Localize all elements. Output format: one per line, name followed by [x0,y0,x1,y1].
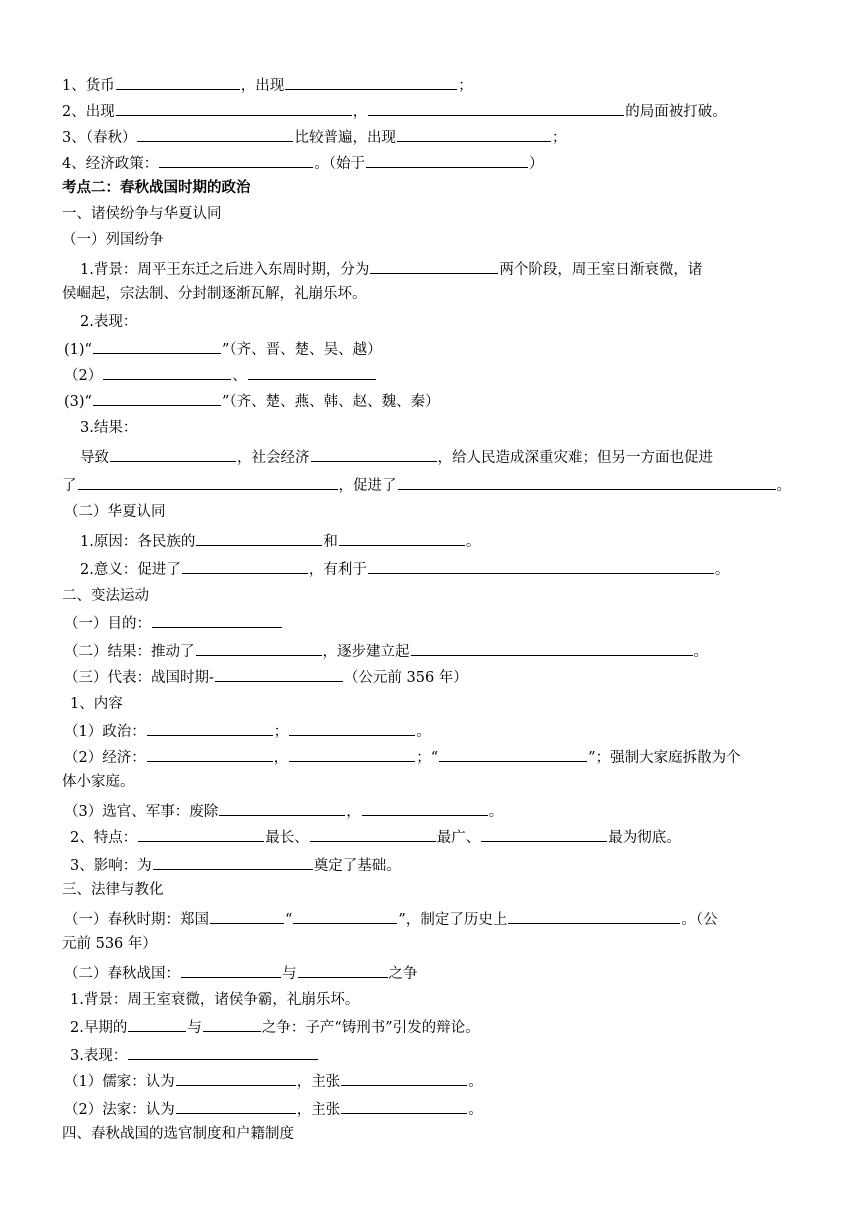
fill-blank[interactable] [128,1044,318,1060]
text: 2.早期的 [70,1020,128,1036]
fill-blank[interactable] [152,612,282,628]
text: ，有利于 [308,562,367,578]
fill-blank[interactable] [196,530,322,546]
fill-blank[interactable] [481,826,607,842]
text: ，给人民造成深重灾难；但另一方面也促进 [437,450,713,466]
text: 之争：子产“铸刑书”引发的辩论。 [261,1020,480,1036]
line-item [64,1098,820,1118]
fill-blank[interactable] [411,640,693,656]
text: 之争 [388,966,418,982]
fill-blank[interactable] [398,474,776,490]
fill-blank[interactable] [219,800,345,816]
text: 。 [714,562,730,578]
text: （三）代表：战国时期- [64,670,214,686]
text: 与 [187,1020,202,1036]
fill-blank[interactable] [103,364,231,380]
text: （2）法家：认为 [64,1102,175,1118]
fill-blank[interactable] [210,908,284,924]
text: 3.表现： [70,1048,128,1064]
text: 1、货币 [62,78,115,94]
text: 元前 536 年） [62,936,157,952]
text: 2、出现 [62,104,115,120]
fill-blank[interactable] [368,558,714,574]
fill-blank[interactable] [289,746,415,762]
subheading: （二）华夏认同 [64,504,166,520]
fill-blank[interactable] [370,258,498,274]
text: （一）春秋时期：郑国 [64,912,209,928]
heading: 二、变法运动 [62,588,149,604]
text: （2）经济： [64,750,146,766]
line-item [64,800,820,820]
line-item [64,666,820,686]
text: 最为彻底。 [608,830,681,846]
text: ”；强制大家庭拆散为个 [588,750,741,766]
line-background [80,258,820,278]
text: 。 [465,534,481,550]
text: 1、内容 [70,696,123,712]
text: 比较普遍，出现 [294,130,396,146]
line-item [64,720,820,740]
fill-blank[interactable] [508,908,680,924]
text: (3)“ [64,394,92,410]
fill-blank[interactable] [368,100,624,116]
line-result-cont [62,474,820,494]
line-item [64,908,820,928]
fill-blank[interactable] [397,126,551,142]
line-background-cont: 侯崛起，宗法制、分封制逐渐瓦解，礼崩乐坏。 [62,286,367,302]
text: 了 [62,478,77,494]
text: （1）儒家：认为 [64,1074,175,1090]
fill-blank[interactable] [147,720,273,736]
text: ， [273,750,289,766]
line-item [70,854,820,874]
text: ”（齐、楚、燕、韩、赵、魏、秦） [221,394,440,410]
line-4 [62,152,820,172]
text: 。 [776,478,791,494]
heading: 四、春秋战国的选官制度和户籍制度 [62,1126,294,1142]
fill-blank[interactable] [159,152,313,168]
text: 奠定了基础。 [313,858,401,874]
fill-blank[interactable] [439,746,587,762]
text: ，逐步建立起 [322,644,410,660]
text: ”（齐、晋、楚、吴、越） [221,342,382,358]
line-item [70,1016,820,1036]
text: 4、经济政策： [62,156,159,172]
fill-blank[interactable] [128,1016,186,1032]
fill-blank[interactable] [341,1070,467,1086]
text: （公元前 356 年） [343,670,468,686]
line-item [70,826,820,846]
text: 2.表现： [80,314,138,330]
text: 最长、 [265,830,309,846]
text: ） [528,156,544,172]
text: (1)“ [64,342,92,358]
text: 。（公 [681,912,718,928]
line-2 [62,100,820,120]
text: 3.结果： [80,420,138,436]
text: 两个阶段，周王室日渐衰微，诸 [499,262,703,278]
line-item [64,390,820,410]
text: 1.原因：各民族的 [80,534,196,550]
line-item [70,1044,820,1064]
text: 。 [468,1102,483,1118]
text: 。 [693,644,708,660]
fill-blank[interactable] [153,854,313,870]
text: （2） [64,368,103,384]
line-item [64,612,820,632]
text: 3、（春秋） [62,130,137,146]
fill-blank[interactable] [311,446,437,462]
fill-blank[interactable] [181,962,281,978]
line-1 [62,74,820,94]
text: ”，制定了历史上 [398,912,508,928]
fill-blank[interactable] [116,100,352,116]
text: 1.背景：周平王东迁之后进入东周时期，分为 [80,262,370,278]
text: 。 [488,804,504,820]
fill-blank[interactable] [138,826,264,842]
text: 。 [468,1074,483,1090]
heading: 一、诸侯纷争与华夏认同 [62,206,222,222]
text: ， [346,804,361,820]
text: （二）结果：推动了 [64,644,195,660]
line-3 [62,126,820,146]
text: 与 [282,966,297,982]
fill-blank[interactable] [137,126,293,142]
text: 3、影响：为 [70,858,152,874]
line-item [64,1070,820,1090]
section-heading: 考点二：春秋战国时期的政治 [62,179,251,196]
fill-blank[interactable] [289,720,415,736]
text: ； [273,724,289,740]
text: 体小家庭。 [62,774,135,790]
text: ， [352,104,368,120]
text: ，主张 [296,1102,341,1118]
subheading: （一）列国纷争 [62,232,164,248]
fill-blank[interactable] [78,474,338,490]
line-result [80,446,820,466]
text: （1）政治： [64,724,146,740]
text: 2、特点： [70,830,138,846]
text: （一）目的： [64,616,151,632]
text: 导致 [80,450,109,466]
text: 和 [323,534,338,550]
fill-blank[interactable] [285,74,457,90]
text: ，主张 [296,1074,341,1090]
fill-blank[interactable] [298,962,388,978]
text: ； [551,130,567,146]
fill-blank[interactable] [93,390,221,406]
fill-blank[interactable] [366,152,528,168]
text: 最广、 [436,830,481,846]
text: （二）春秋战国： [64,966,180,982]
fill-blank[interactable] [310,826,436,842]
text: 、 [232,368,247,384]
text: （3）选官、军事：废除 [64,804,219,820]
line-item [64,746,820,766]
fill-blank[interactable] [248,364,376,380]
line-item [80,558,820,578]
fill-blank[interactable] [110,446,236,462]
heading: 三、法律与教化 [62,882,164,898]
text: 。 [416,724,431,740]
fill-blank[interactable] [147,746,273,762]
text: 1.背景：周王室衰微，诸侯争霸，礼崩乐坏。 [70,992,360,1008]
fill-blank[interactable] [196,640,322,656]
fill-blank[interactable] [182,558,308,574]
line-item [64,962,820,982]
text: 2.意义：促进了 [80,562,181,578]
line-item [64,640,820,660]
text: ；“ [416,750,439,766]
line-item [64,338,820,358]
text: 。（始于 [314,156,365,172]
text: ，出现 [240,78,285,94]
text: “ [285,912,293,928]
fill-blank[interactable] [293,908,397,924]
line-item [80,530,820,550]
fill-blank[interactable] [339,530,465,546]
fill-blank[interactable] [176,1070,296,1086]
fill-blank[interactable] [203,1016,261,1032]
fill-blank[interactable] [116,74,240,90]
text: ，社会经济 [237,450,310,466]
text: ； [458,78,473,94]
fill-blank[interactable] [176,1098,296,1114]
fill-blank[interactable] [341,1098,467,1114]
text: ，促进了 [338,478,397,494]
fill-blank[interactable] [362,800,488,816]
text: 的局面被打破。 [625,104,727,120]
fill-blank[interactable] [215,666,343,682]
fill-blank[interactable] [93,338,221,354]
line-item [64,364,820,384]
